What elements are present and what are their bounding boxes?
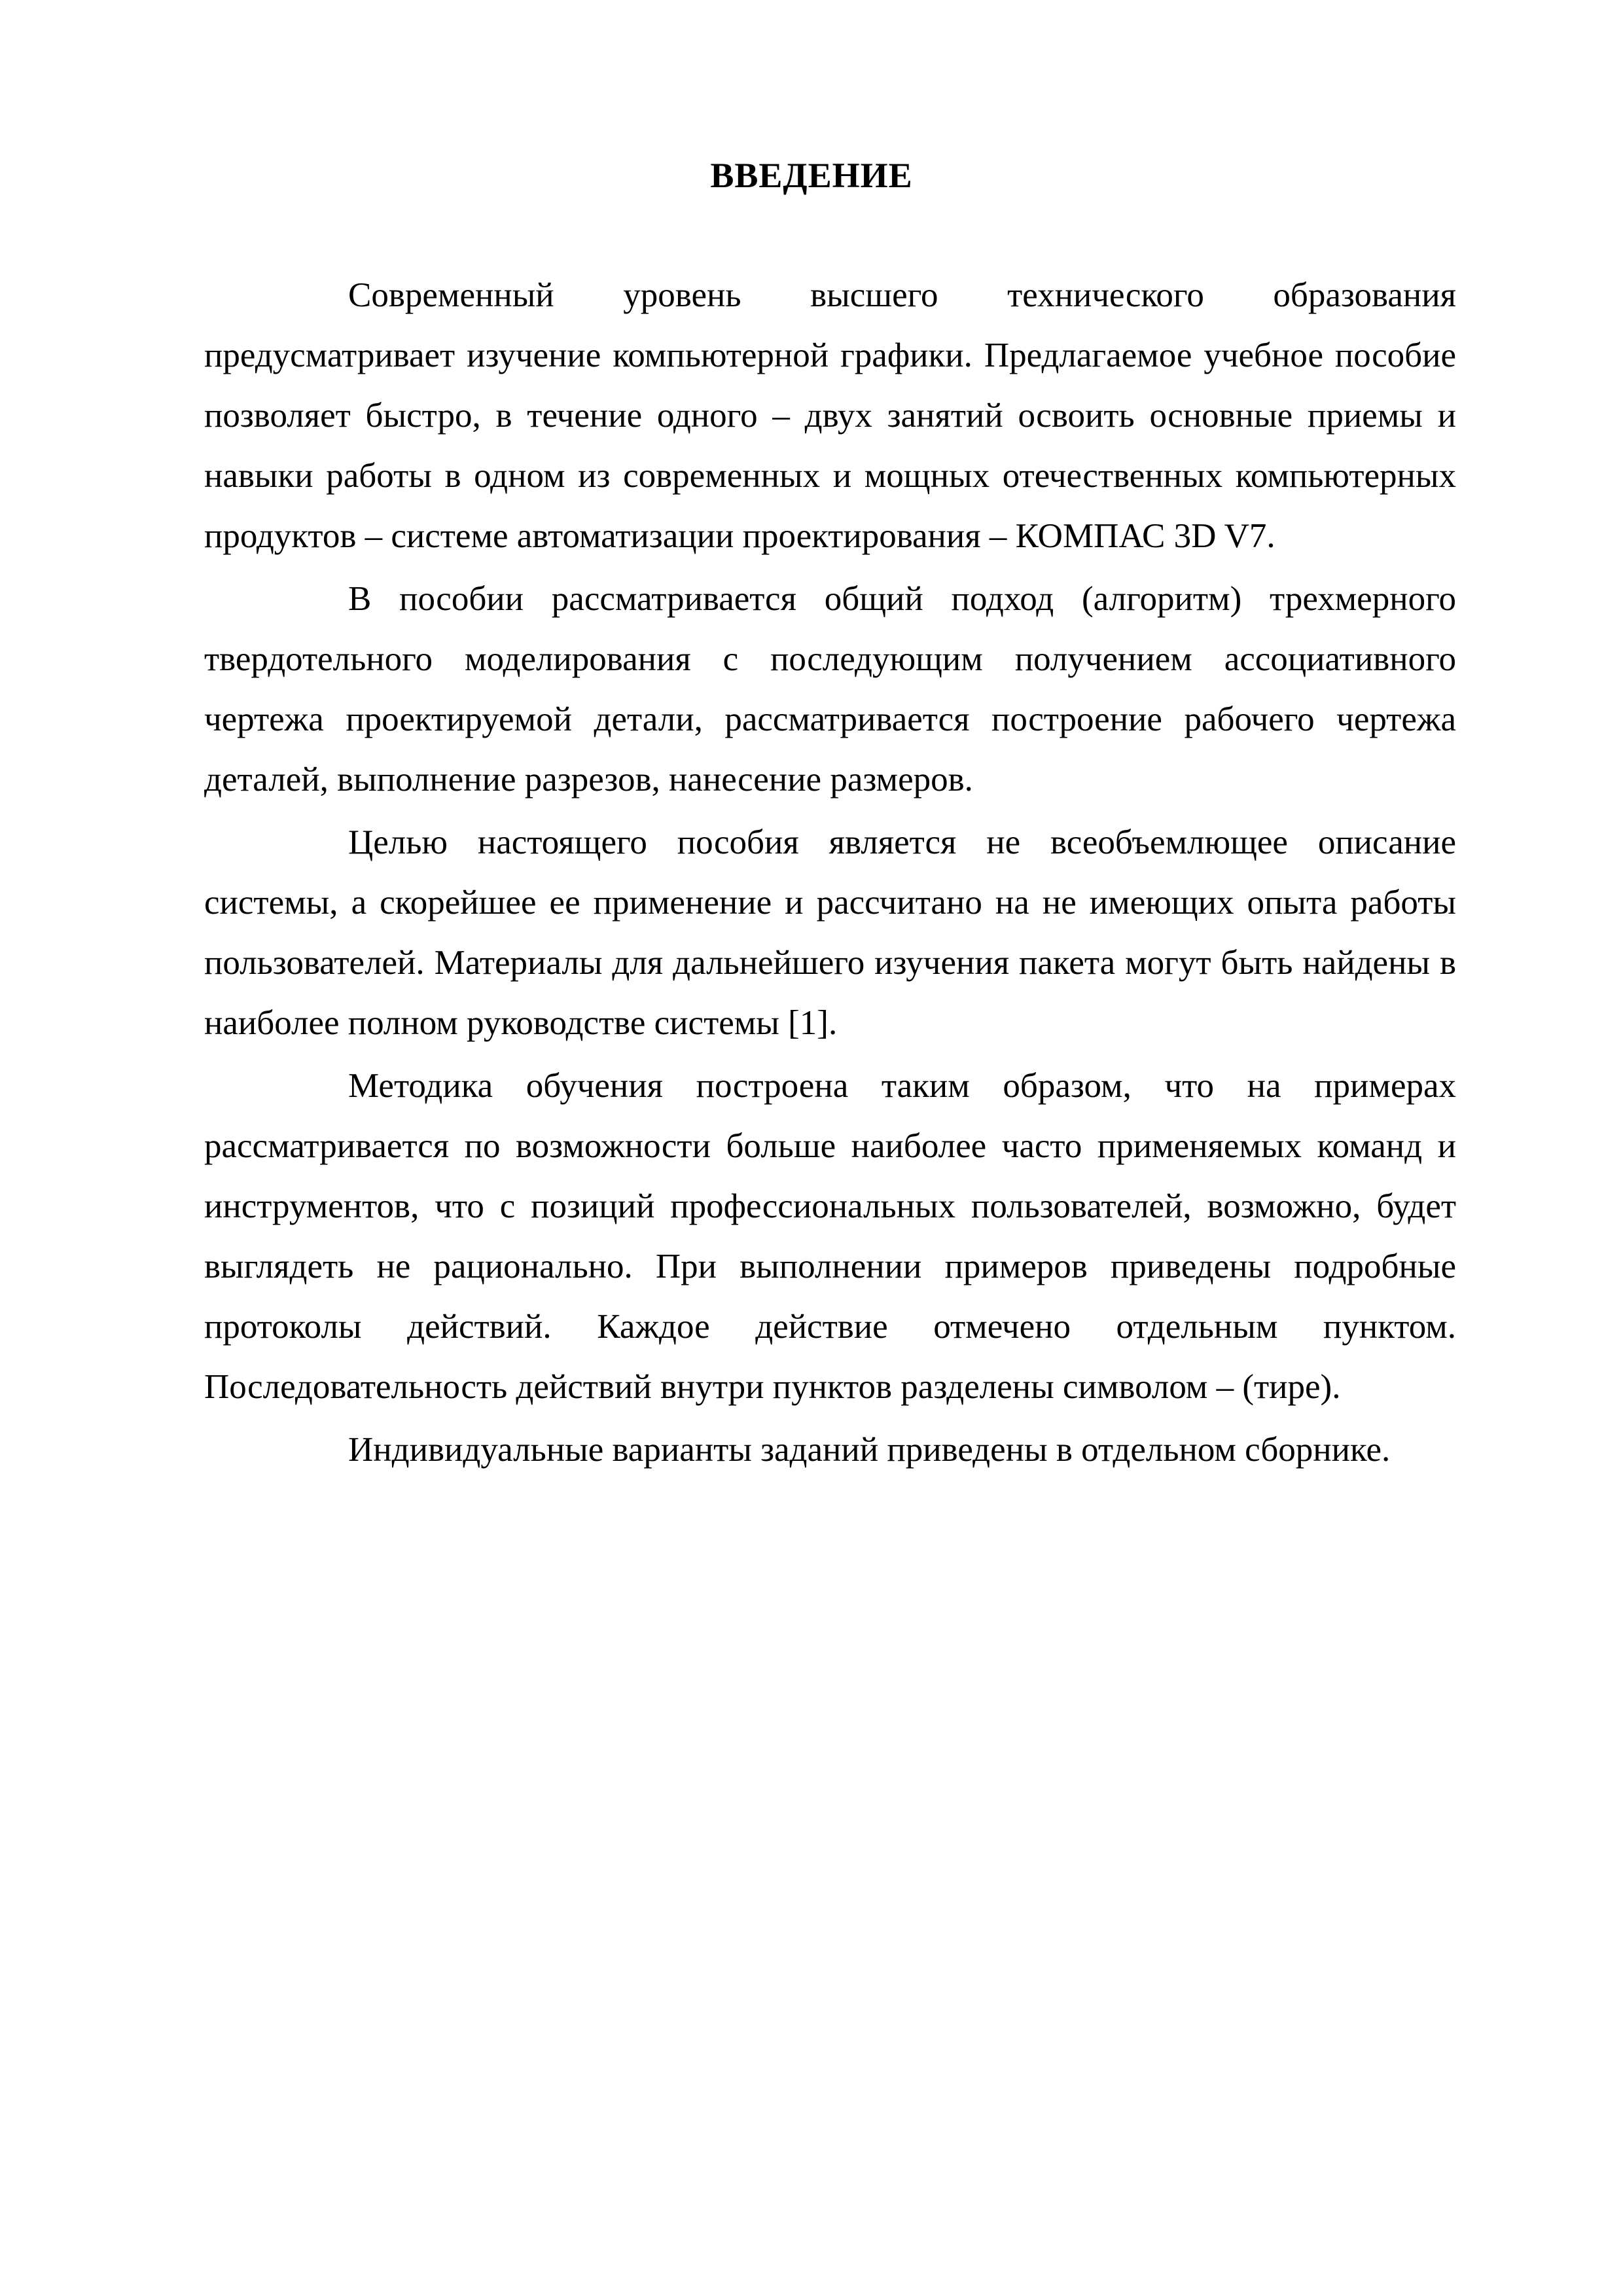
- paragraph-1: Современный уровень высшего технического образования предусматривает изучение компьютерной графики. Предлагаемое учебное пособие позволяет быстро, в течение одного – двух занятий освоить основные приемы и навыки работы в одном из современных и мощных отечественных компьютерных продуктов – системе автоматизации проектирования – КОМПАС 3D V7.: [204, 276, 1456, 555]
- paragraph-3: Целью настоящего пособия является не всеобъемлющее описание системы, а скорейшее ее применение и рассчитано на не имеющих опыта работы пользователей. Материалы для дальнейшего изучения пакета могут быть найдены в наиболее полном руководстве системы [1].: [204, 823, 1456, 1042]
- paragraph-4: Методика обучения построена таким образом, что на примерах рассматривается по возможности больше наиболее часто применяемых команд и инструментов, что с позиций профессиональных пользователей, возможно, будет выглядеть не рационально. При выполнении примеров приведены подробные протоколы действий. Каждое действие отмечено отдельным пунктом. Последовательность действий внутри пунктов разделены символом – (тире).: [204, 1067, 1456, 1406]
- body-text: [204, 265, 1456, 1480]
- paragraph-5: Индивидуальные варианты заданий приведены в отдельном сборнике.: [348, 1431, 1391, 1469]
- page-title: ВВЕДЕНИЕ: [710, 156, 913, 195]
- paragraph-2: В пособии рассматривается общий подход (алгоритм) трехмерного твердотельного моделирования с последующим получением ассоциативного чертежа проектируемой детали, рассматривается построение рабочего чертежа деталей, выполнение разрезов, нанесение размеров.: [204, 580, 1456, 798]
